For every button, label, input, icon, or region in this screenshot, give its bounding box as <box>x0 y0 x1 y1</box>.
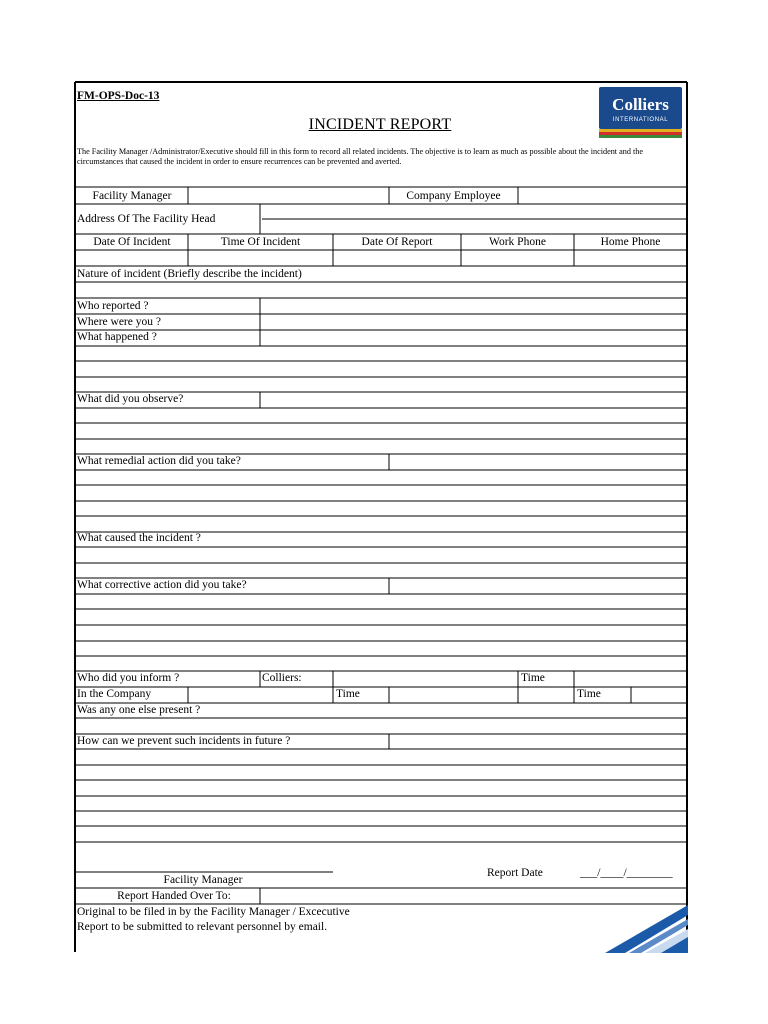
time-of-incident-label: Time Of Incident <box>220 236 301 248</box>
in-company-label: In the Company <box>77 688 152 700</box>
colliers-logo <box>599 87 682 139</box>
form-title: INCIDENT REPORT <box>308 116 452 133</box>
where-were-you-label: Where were you ? <box>77 316 161 328</box>
intro-text: The Facility Manager /Administrator/Executive should fill in this form to record all related incidents. The objective is to learn as much as possible about the incident and the circumstances that caused the incident in order to ensure recurrences can be prevented and averted. <box>77 147 644 166</box>
corner-stripe-graphic <box>605 905 688 953</box>
company-employee-label: Company Employee <box>406 190 501 202</box>
corrective-action-label: What corrective action did you take? <box>77 579 247 591</box>
footer-note-filing: Original to be filed in by the Facility Manager / Excecutive <box>77 906 350 918</box>
report-date-field: ___/____/________ <box>580 867 673 879</box>
report-date-label: Report Date <box>487 867 543 879</box>
anyone-present-label: Was any one else present ? <box>77 704 201 716</box>
document-code: FM-OPS-Doc-13 <box>77 90 160 102</box>
time-label-2: Time <box>336 688 360 700</box>
who-inform-label: Who did you inform ? <box>77 672 180 684</box>
address-label: Address Of The Facility Head <box>77 213 216 225</box>
logo-subtitle: INTERNATIONAL <box>612 117 669 123</box>
logo-wordmark: Colliers <box>612 95 669 114</box>
time-label-3: Time <box>577 688 601 700</box>
footer-facility-manager-label: Facility Manager <box>163 874 243 886</box>
nature-of-incident-label: Nature of incident (Briefly describe the incident) <box>77 268 302 280</box>
remedial-action-label: What remedial action did you take? <box>77 455 241 467</box>
report-handed-over-label: Report Handed Over To: <box>117 890 231 902</box>
date-of-incident-label: Date Of Incident <box>93 236 171 248</box>
cause-label: What caused the incident ? <box>77 532 201 544</box>
prevent-label: How can we prevent such incidents in future ? <box>77 735 291 747</box>
colliers-label: Colliers: <box>262 672 302 684</box>
facility-manager-label: Facility Manager <box>92 190 172 202</box>
work-phone-label: Work Phone <box>489 236 546 248</box>
date-of-report-label: Date Of Report <box>361 236 433 248</box>
what-happened-label: What happened ? <box>77 331 157 343</box>
who-reported-label: Who reported ? <box>77 300 149 312</box>
home-phone-label: Home Phone <box>600 236 661 248</box>
time-label-1: Time <box>521 672 545 684</box>
footer-note-email: Report to be submitted to relevant personnel by email. <box>77 921 328 933</box>
what-observe-label: What did you observe? <box>77 393 184 405</box>
